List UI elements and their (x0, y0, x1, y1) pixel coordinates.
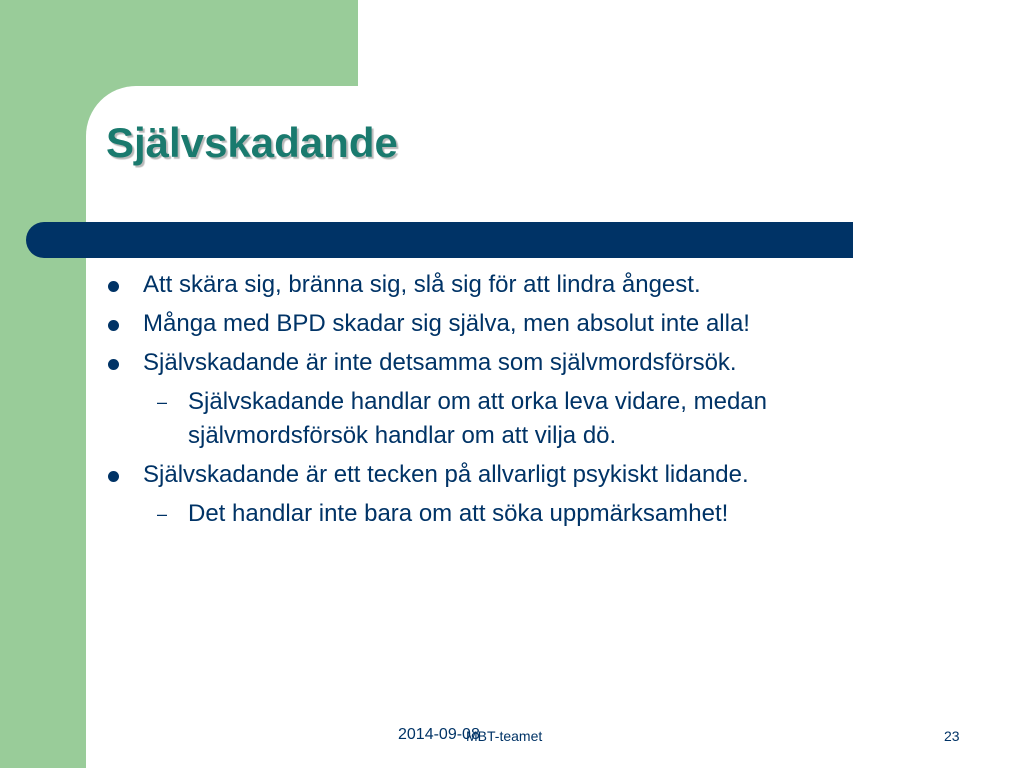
bullet-dot-icon (108, 281, 119, 292)
bullet-item (106, 458, 906, 492)
bullet-item (106, 268, 906, 302)
title-underline-bar (26, 222, 853, 258)
bullet-dot-icon (108, 320, 119, 331)
dash-icon: – (157, 504, 168, 524)
bullet-item (106, 346, 906, 380)
slide-number: 23 (944, 728, 960, 744)
footer-team: MBT-teamet (466, 728, 543, 744)
sub-bullet-text: Självskadande handlar om att orka leva vidare, medan självmordsförsök handlar om att vilja dö. (188, 388, 767, 449)
bullet-text: Självskadande är inte detsamma som självmordsförsök. (143, 349, 737, 376)
slide-title: Självskadande (106, 119, 398, 166)
footer-date: 2014-09-08 (398, 726, 480, 743)
sub-bullet-text: Det handlar inte bara om att söka uppmärksamhet! (188, 500, 729, 527)
bullet-item (106, 307, 906, 341)
dash-icon: – (157, 392, 168, 412)
bullet-dot-icon (108, 359, 119, 370)
bullet-text: Att skära sig, bränna sig, slå sig för att lindra ångest. (143, 271, 701, 298)
bullet-text: Många med BPD skadar sig själva, men absolut inte alla! (143, 310, 750, 337)
bullet-text: Självskadande är ett tecken på allvarligt psykiskt lidande. (143, 461, 749, 488)
sub-bullet-item (106, 385, 906, 453)
bullet-dot-icon (108, 471, 119, 482)
bullet-list (106, 268, 906, 536)
sub-bullet-item (106, 497, 906, 531)
